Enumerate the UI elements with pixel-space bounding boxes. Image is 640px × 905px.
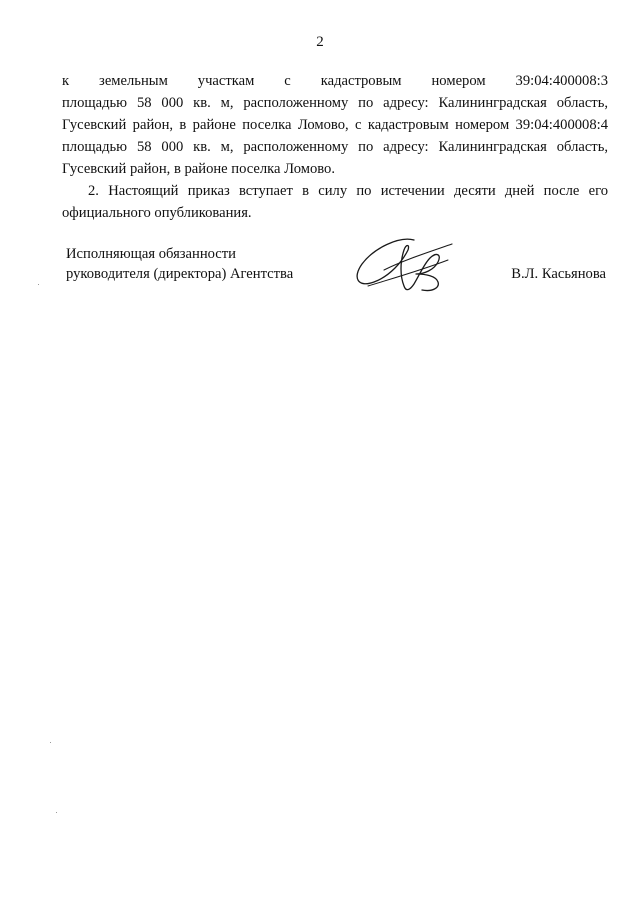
signatory-title-line-2: руководителя (директора) Агентства: [66, 266, 294, 282]
signatory-name: В.Л. Касьянова: [511, 266, 606, 282]
handwritten-signature-icon: [344, 230, 464, 300]
scan-speck: [50, 742, 51, 743]
paragraph-1-first-line: к земельным участкам с кадастровым номером 39:04:400008:3: [62, 73, 608, 89]
scan-speck: [56, 812, 57, 813]
signatory-title-line-1: Исполняющая обязанности: [66, 246, 236, 262]
scan-speck: [38, 284, 39, 285]
paragraph-2: 2. Настоящий приказ вступает в силу по истечении десяти дней после его официального опубликования.: [62, 183, 608, 221]
signature-block: [66, 244, 606, 304]
paragraph-1-continuation: площадью 58 000 кв. м, расположенному по адресу: Калининградская область, Гусевский район, в районе поселка Ломово, с кадастровым номером 39:04:400008:4 площадью 58 000 кв. м, расположенному по адресу: Калининградская область, Гусевский район, в районе поселка Ломово.: [62, 95, 608, 177]
document-body: [62, 70, 608, 224]
signatory-title: [66, 244, 293, 284]
page-number: 2: [316, 34, 324, 50]
